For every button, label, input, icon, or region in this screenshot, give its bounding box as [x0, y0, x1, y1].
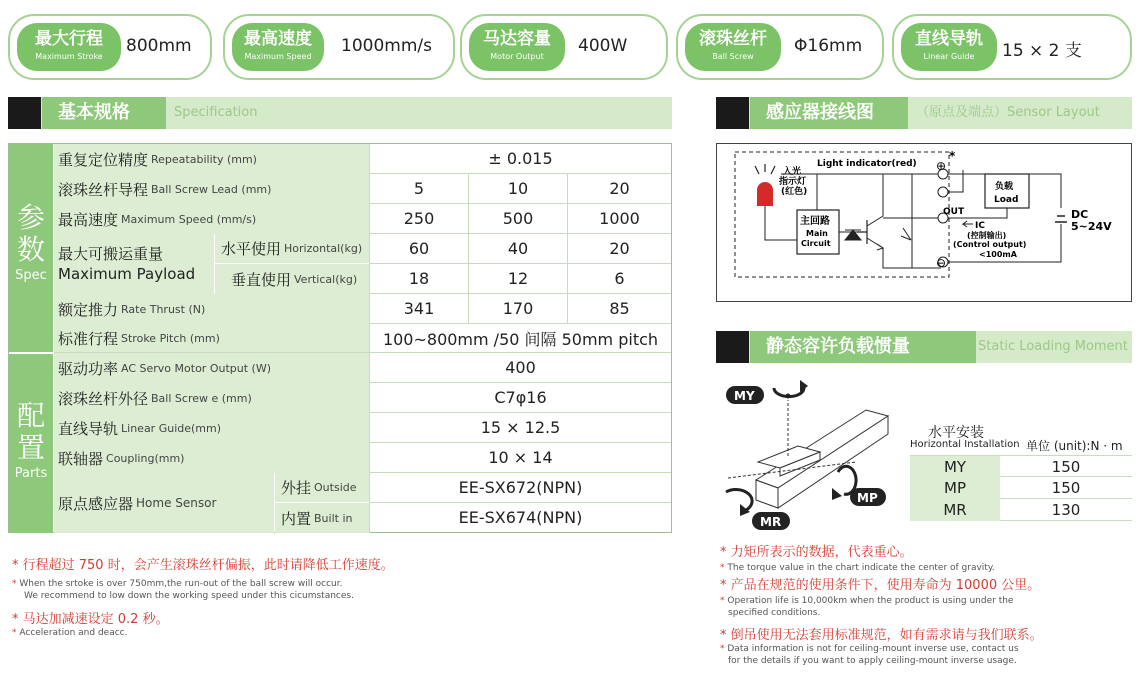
grid-line [369, 144, 370, 533]
table-row [910, 477, 1132, 499]
pill-tag [469, 23, 565, 71]
motor-value: 400 [370, 353, 671, 382]
dc-source-icon [1055, 216, 1067, 222]
label-cn: 最大可搬运重量 [58, 245, 164, 263]
label-en: Ball Screw e (mm) [151, 391, 252, 405]
home-builtin-value: EE-SX674(NPN) [370, 503, 671, 532]
sensor-section-header [716, 97, 1132, 129]
sensor-header-title: 感应器接线图 [750, 97, 908, 129]
pill-title: 马达容量 [483, 29, 551, 49]
note-en-line1: When the srtoke is over 750mm,the run-out of the ball screw will occur. [19, 579, 343, 589]
header-block [716, 331, 749, 363]
row-label-stroke [54, 324, 369, 352]
note-en-line2: specified conditions. [728, 608, 821, 618]
note-asterisk: * [720, 596, 728, 606]
row-label-payload [54, 234, 214, 294]
label-en: Ball Screw Lead (mm) [151, 182, 272, 196]
ic-label: IC [975, 221, 985, 231]
note-left-1-en [12, 578, 354, 602]
unit-label: 单位 (unit):N · m [1026, 439, 1123, 453]
thrust-value: 170 [469, 294, 567, 323]
grid-line [370, 233, 671, 234]
label-en: Repeatability (mm) [151, 152, 257, 166]
ctrl-en: (Control output) [953, 240, 1027, 249]
plus-symbol: ⊕ [936, 159, 947, 173]
speed-value: 500 [469, 204, 567, 233]
label-cn: 滚珠丝杆外径 [58, 389, 149, 408]
note-right-2-en [720, 595, 1013, 619]
lamp-label-1: 入光 [783, 167, 802, 177]
guide-value: 15 × 12.5 [370, 413, 671, 442]
main-circuit-en1: Main [806, 229, 828, 238]
mr-rotation-icon [726, 490, 752, 510]
grid-line [370, 263, 671, 264]
feature-pills [8, 14, 1132, 82]
row-label-repeatability [54, 144, 369, 174]
mr-label: MR [760, 515, 782, 529]
table-row [910, 455, 1132, 477]
my-label: MY [734, 389, 755, 403]
header-block [716, 97, 749, 129]
note-right-3-en [720, 643, 1019, 667]
note-asterisk: * [720, 644, 728, 654]
screw-od-value: C7φ16 [370, 383, 671, 412]
pill-value: 15 × 2 支 [1002, 41, 1082, 61]
table-row [910, 499, 1132, 521]
payload-h-value: 60 [370, 234, 468, 263]
row-label-screw-od [54, 383, 369, 413]
group-parts-char1: 配 [16, 399, 45, 432]
note-en-line1: Operation life is 10,000km when the product is using under the [727, 596, 1014, 606]
pill-title: 滚珠丝杆 [699, 29, 767, 49]
pill-subtitle: Maximum Speed [244, 52, 312, 61]
grid-line [370, 412, 671, 413]
group-parts [9, 353, 53, 533]
label-cn: 滚珠丝杆导程 [58, 180, 149, 199]
row-label-lead [54, 174, 369, 204]
speed-value: 250 [370, 204, 468, 233]
sub-label-builtin [275, 503, 369, 533]
my-pivot-icon [786, 394, 791, 399]
main-circuit-en2: Circuit [801, 239, 831, 248]
minus-symbol: ⊖ [936, 256, 947, 270]
pill-tag [17, 23, 121, 71]
label-cn: 额定推力 [58, 300, 119, 319]
transistor-arrow-icon [877, 244, 883, 250]
group-spec-char2: 数 [16, 233, 45, 266]
lead-value: 5 [370, 174, 468, 203]
spec-header-subtitle: Specification [174, 105, 258, 120]
sub-label-outside [275, 473, 369, 502]
label-cn: 直线导轨 [58, 419, 119, 438]
lamp-wire [765, 206, 797, 240]
thrust-value: 341 [370, 294, 468, 323]
pill-title: 最大行程 [35, 29, 103, 49]
home-outside-value: EE-SX672(NPN) [370, 473, 671, 502]
label-cn: 原点感应器 [58, 494, 134, 513]
note-right-1-cn: * 力矩所表示的数据，代表重心。 [720, 545, 913, 560]
pill-subtitle: Linear Guide [923, 52, 975, 61]
note-asterisk: * [12, 628, 20, 638]
indicator-label: Light indicator(red) [817, 159, 917, 169]
install-title-en: Horizontal Installation [910, 439, 1020, 450]
pill-subtitle: Motor Output [490, 52, 544, 61]
sub-cn: 垂直使用 [231, 270, 292, 289]
sub-en: Built in [314, 511, 353, 525]
sensor-boundary [735, 152, 949, 277]
mp-label: MP [857, 491, 878, 505]
grid-line [370, 203, 671, 204]
group-spec [9, 144, 53, 352]
label-en: Stroke Pitch (mm) [121, 331, 220, 345]
grid-line [370, 382, 671, 383]
sub-en: Horizontal(kg) [284, 242, 363, 255]
static-header-subtitle: Static Loading Moment [978, 339, 1128, 354]
payload-h-value: 20 [568, 234, 671, 263]
dc-label: DC [1071, 208, 1089, 221]
lamp-label-3: (红色) [781, 187, 808, 197]
moment-value: 150 [1051, 458, 1081, 476]
note-en-line2: We recommend to low down the working speed under this cicumstances. [24, 591, 354, 601]
note-left-1-cn: * 行程超过 750 时，会产生滚珠丝杆偏振，此时请降低工作速度。 [12, 558, 394, 573]
pill-title: 最高速度 [244, 29, 312, 49]
sensor-diagram [716, 143, 1132, 302]
current-label: <100mA [979, 250, 1017, 259]
grid-line [567, 174, 568, 324]
sub-cn: 内置 [281, 509, 312, 528]
moment-diagram [716, 370, 906, 532]
note-asterisk: * [720, 563, 728, 573]
red-lamp-body-icon [757, 190, 773, 206]
row-label-home-sensor [54, 473, 274, 533]
payload-v-value: 18 [370, 264, 468, 293]
transistor-leads [867, 174, 912, 268]
thrust-value: 85 [568, 294, 671, 323]
row-label-speed [54, 204, 369, 234]
pill-subtitle: Ball Screw [712, 52, 754, 61]
spec-table [8, 143, 672, 533]
pill-tag [232, 23, 324, 71]
group-spec-en: Spec [15, 268, 47, 283]
sub-cn: 外挂 [281, 479, 312, 497]
pill-max-stroke [8, 14, 212, 80]
moment-value: 130 [1051, 501, 1081, 519]
sensor-header-subtitle: （原点及端点）Sensor Layout [916, 105, 1100, 120]
label-en: Home Sensor [136, 496, 217, 510]
grid-line [54, 352, 671, 353]
label-cn: 最高速度 [58, 210, 119, 229]
note-left-2-cn: * 马达加减速设定 0.2 秒。 [12, 612, 169, 627]
grid-line [468, 174, 469, 324]
light-rays-icon [755, 164, 775, 174]
repeatability-value: ± 0.015 [370, 144, 671, 173]
grid-line [370, 472, 671, 473]
spec-header-title: 基本规格 [42, 97, 166, 129]
terminal-load [938, 187, 948, 197]
pill-value: 800mm [126, 36, 192, 56]
mp-arrow-icon [832, 488, 842, 500]
moment-table [910, 455, 1132, 521]
stroke-value: 100~800mm /50 间隔 50mm pitch [370, 324, 671, 352]
lamp-label-2: 指示灯 [779, 177, 807, 187]
payload-v-value: 12 [469, 264, 567, 293]
row-label-guide [54, 413, 369, 443]
star-symbol: * [949, 149, 956, 163]
sub-en: Vertical(kg) [294, 272, 358, 286]
label-en: Rate Thrust (N) [121, 302, 206, 316]
row-label-coupling [54, 443, 369, 473]
grid-line [370, 442, 671, 443]
pill-motor-output [460, 14, 668, 80]
label-en: Coupling(mm) [106, 451, 185, 465]
lead-value: 20 [568, 174, 671, 203]
pill-tag [901, 23, 997, 71]
note-en-line2: for the details if you want to apply ceiling-mount inverse usage. [728, 656, 1017, 666]
payload-v-value: 6 [568, 264, 671, 293]
row-label-motor [54, 353, 369, 383]
label-cn: 标准行程 [58, 329, 119, 348]
spec-section-header [8, 97, 672, 129]
out-label: OUT [943, 207, 965, 217]
pill-max-speed [223, 14, 455, 80]
speed-value: 1000 [568, 204, 671, 233]
install-title-cn: 水平安装 [928, 425, 984, 441]
label-en: Maximum Speed (mm/s) [121, 212, 257, 226]
sub-label-vertical [215, 264, 369, 294]
right-rail [912, 174, 941, 268]
label-en: AC Servo Motor Output (W) [121, 361, 271, 375]
grid-line [370, 502, 671, 503]
pill-linear-guide [892, 14, 1132, 80]
pill-tag [685, 23, 781, 71]
ic-arrow-icon [963, 221, 973, 227]
label-en: Linear Guide(mm) [121, 421, 222, 435]
grid-line [370, 173, 671, 174]
note-right-1-en [720, 562, 995, 574]
label-cn: 重复定位精度 [58, 150, 149, 169]
group-spec-char1: 参 [16, 201, 45, 234]
pill-subtitle: Maximum Stroke [35, 52, 103, 61]
lead-value: 10 [469, 174, 567, 203]
pill-title: 直线导轨 [915, 29, 983, 49]
note-en-line1: Data information is not for ceiling-mount inverse use, contact us [727, 644, 1019, 654]
static-header-title: 静态容许负载惯量 [750, 331, 976, 363]
ctrl-cn: (控制输出) [967, 231, 1007, 240]
payload-h-value: 40 [469, 234, 567, 263]
moment-value: 150 [1051, 479, 1081, 497]
pill-ball-screw [676, 14, 884, 80]
sub-cn: 水平使用 [221, 240, 282, 258]
zener-icon [901, 228, 911, 240]
load-cn: 负载 [995, 182, 1014, 192]
label-cn: 联轴器 [58, 449, 104, 468]
row-label-thrust [54, 294, 369, 324]
note-en-line1: Acceleration and deacc. [19, 628, 128, 638]
note-en-line1: The torque value in the chart indicate the center of gravity. [727, 563, 995, 573]
note-asterisk: * [12, 579, 20, 589]
note-left-2-en [12, 627, 127, 639]
moment-key: MP [910, 477, 1000, 499]
grid-line [370, 293, 671, 294]
pill-value: 400W [578, 36, 628, 56]
header-block [8, 97, 41, 129]
moment-key: MY [910, 456, 1000, 478]
static-section-header [716, 331, 1132, 363]
group-parts-en: Parts [14, 466, 48, 481]
load-en: Load [994, 195, 1019, 205]
sub-en: Outside [314, 481, 357, 494]
label-en: Maximum Payload [58, 265, 196, 283]
pill-value: 1000mm/s [341, 36, 432, 56]
pill-value: Φ16mm [794, 36, 863, 56]
voltage-label: 5~24V [1071, 220, 1112, 233]
note-right-2-cn: * 产品在规范的使用条件下，使用寿命为 10000 公里。 [720, 578, 1041, 593]
grid-line [370, 323, 671, 324]
label-cn: 驱动功率 [58, 359, 119, 378]
group-parts-char2: 置 [16, 431, 45, 464]
sub-label-horizontal [215, 234, 369, 263]
sensor-wiring-svg [717, 144, 1131, 301]
coupling-value: 10 × 14 [370, 443, 671, 472]
moment-key: MR [910, 499, 1000, 521]
main-circuit-cn: 主回路 [800, 216, 830, 227]
note-right-3-cn: * 倒吊使用无法套用标准规范，如有需求请与我们联系。 [720, 628, 1043, 643]
